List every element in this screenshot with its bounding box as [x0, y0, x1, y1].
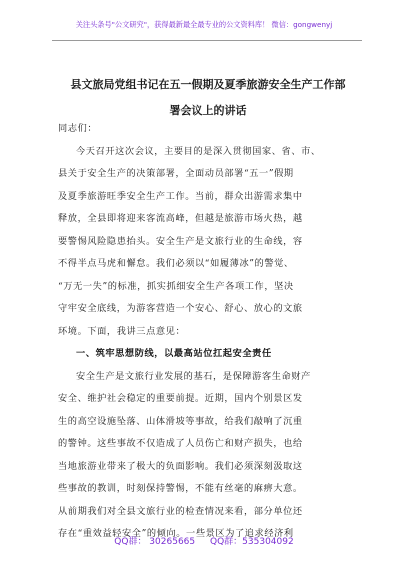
body-line: 今天召开这次会议，主要目的是深入贯彻国家、省、市、	[76, 145, 321, 157]
body-line: 不得半点马虎和懈怠。我们必须以“如履薄冰”的警觉、	[58, 258, 294, 269]
body-line: 环境。下面，我讲三点意见：	[58, 325, 186, 337]
body-line: 及夏季旅游旺季安全生产工作。当前，群众出游需求集中	[58, 190, 303, 202]
body-line: 释放，全县即将迎来客流高峰，但越是旅游市场火热，越	[58, 213, 303, 224]
body-line: “万无一失”的标准，抓实抓细安全生产各项工作，坚决	[58, 280, 294, 292]
title-line-1: 县文旅局党组书记在五一假期及夏季旅游安全生产工作部	[70, 78, 346, 91]
footer-contact	[0, 534, 408, 547]
salutation: 同志们：	[58, 123, 98, 134]
body-line: 些事故的教训，时刻保持警惕，不能有丝毫的麻痹大意。	[58, 483, 303, 494]
body-line: 当地旅游业带来了极大的负面影响。我们必须深刻汲取这	[58, 460, 303, 472]
document-title	[60, 72, 356, 124]
header-watermark-note: 关注头条号"公文研究"，获得最新最全最专业的公文资料库！ 微信：gongwenyj	[75, 20, 333, 29]
header-divider	[52, 40, 362, 41]
document-body	[58, 118, 358, 546]
body-line: 县关于安全生产的决策部署，全面动员部署“五一”假期	[58, 168, 294, 179]
body-line: 守牢安全底线，为游客营造一个安心、舒心、放心的文旅	[58, 303, 303, 314]
footer-qq-2: QQ群：535304092	[210, 537, 294, 547]
body-line: 生的高空设施坠落、山体滑坡等事故，给我们敲响了沉重	[58, 415, 303, 427]
title-line-2: 署会议上的讲话	[169, 104, 247, 117]
section-heading: 一、筑牢思想防线，以最高站位扛起安全责任	[76, 348, 272, 359]
body-line: 的警钟。这些事故不仅造成了人员伤亡和财产损失，也给	[58, 438, 303, 449]
body-line: 安全、维护社会稳定的重要前提。近期，国内个别景区发	[58, 393, 303, 404]
footer-qq-1: QQ群： 30265665	[114, 537, 196, 547]
body-line: 存在“重效益轻安全”的倾向。一些景区为了追求经济利	[58, 528, 294, 539]
body-line: 安全生产是文旅行业发展的基石，是保障游客生命财产	[76, 370, 311, 382]
body-line: 从前期我们对全县文旅行业的检查情况来看，部分单位还	[58, 505, 303, 517]
body-line: 要警惕风险隐患抬头。安全生产是文旅行业的生命线，容	[58, 235, 303, 247]
